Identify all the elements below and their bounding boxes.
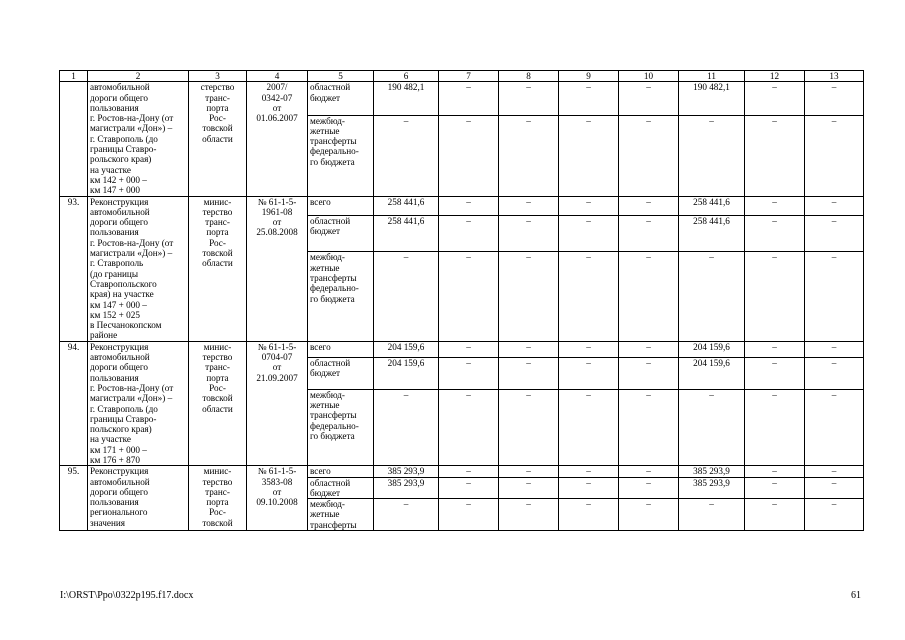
amount-cell: – bbox=[745, 196, 805, 215]
funding-source bbox=[308, 82, 374, 115]
amount-cell: – bbox=[745, 215, 805, 252]
amount-cell: – bbox=[619, 115, 679, 196]
item-number bbox=[60, 341, 88, 466]
customer bbox=[189, 341, 247, 466]
document-ref-text: 2007/ 0342-07 от 01.06.2007 bbox=[256, 82, 298, 124]
amount-cell: – bbox=[805, 82, 864, 115]
amount-cell: 190 482,1 bbox=[374, 82, 439, 115]
object-name-text: Реконструкция автомобильной дороги общего пользования г. Ростов-на-Дону (от магистрали «Дон») – г. Ставрополь (до границы Ставро- польского края) на участке км 171 + 000 – км 176 + 870 bbox=[90, 341, 174, 465]
amount-cell: – bbox=[805, 358, 864, 390]
object-name bbox=[88, 341, 189, 466]
amount-cell: – bbox=[805, 477, 864, 499]
funding-source-text: всего bbox=[310, 466, 331, 477]
funding-source-text: областной бюджет bbox=[310, 215, 351, 237]
amount-cell: – bbox=[499, 477, 559, 499]
funding-source bbox=[308, 252, 374, 341]
amount-cell: – bbox=[499, 196, 559, 215]
amount-cell: – bbox=[374, 115, 439, 196]
amount-cell: – bbox=[619, 358, 679, 390]
amount-cell: 204 159,6 bbox=[679, 341, 745, 357]
amount-cell: – bbox=[439, 389, 499, 466]
amount-cell: – bbox=[559, 341, 619, 357]
amount-cell: – bbox=[559, 466, 619, 477]
column-number: 1 bbox=[60, 71, 88, 82]
amount-cell: – bbox=[374, 389, 439, 466]
amount-cell: – bbox=[559, 82, 619, 115]
amount-cell: – bbox=[805, 215, 864, 252]
object-name bbox=[88, 466, 189, 531]
amount-cell: – bbox=[559, 196, 619, 215]
customer-text: минис- терство транс- порта Рос- товской области bbox=[202, 196, 233, 269]
column-number: 10 bbox=[619, 71, 679, 82]
amount-cell: – bbox=[745, 115, 805, 196]
funding-source bbox=[308, 215, 374, 252]
customer-text: минис- терство транс- порта Рос- товской bbox=[202, 466, 233, 528]
amount-cell: – bbox=[499, 389, 559, 466]
amount-cell: – bbox=[619, 499, 679, 531]
item-number bbox=[60, 196, 88, 341]
column-number: 7 bbox=[439, 71, 499, 82]
amount-cell: – bbox=[679, 389, 745, 466]
amount-cell: 190 482,1 bbox=[679, 82, 745, 115]
document-ref-text: № 61-1-5- 3583-08 от 09.10.2008 bbox=[256, 466, 298, 508]
table-body bbox=[60, 82, 864, 531]
amount-cell: – bbox=[805, 115, 864, 196]
customer bbox=[189, 196, 247, 341]
funding-source-text: межбюд- жетные трансферты федерально- го бюджета bbox=[310, 115, 359, 167]
document-ref bbox=[247, 196, 308, 341]
amount-cell: – bbox=[619, 389, 679, 466]
funding-source-text: областной бюджет bbox=[310, 477, 351, 498]
item-number-text: 95. bbox=[67, 466, 80, 477]
amount-cell: – bbox=[805, 196, 864, 215]
amount-cell: – bbox=[745, 358, 805, 390]
customer bbox=[189, 82, 247, 196]
amount-cell: 385 293,9 bbox=[374, 466, 439, 477]
amount-cell: – bbox=[374, 252, 439, 341]
amount-cell: – bbox=[559, 477, 619, 499]
funding-source bbox=[308, 389, 374, 466]
amount-cell: – bbox=[499, 82, 559, 115]
amount-cell: – bbox=[439, 215, 499, 252]
table-row bbox=[60, 341, 864, 357]
funding-source-text: областной бюджет bbox=[310, 82, 351, 103]
amount-cell: – bbox=[619, 341, 679, 357]
table-row bbox=[60, 196, 864, 215]
amount-cell: – bbox=[439, 499, 499, 531]
amount-cell: – bbox=[745, 499, 805, 531]
column-number: 9 bbox=[559, 71, 619, 82]
amount-cell: – bbox=[439, 196, 499, 215]
page-number: 61 bbox=[851, 590, 861, 601]
amount-cell: 204 159,6 bbox=[679, 358, 745, 390]
budget-table bbox=[59, 70, 864, 531]
object-name bbox=[88, 82, 189, 196]
column-number: 12 bbox=[745, 71, 805, 82]
amount-cell: – bbox=[559, 358, 619, 390]
funding-source bbox=[308, 341, 374, 357]
amount-cell: – bbox=[439, 466, 499, 477]
amount-cell: 258 441,6 bbox=[374, 196, 439, 215]
amount-cell: – bbox=[745, 252, 805, 341]
amount-cell: 258 441,6 bbox=[374, 215, 439, 252]
funding-source-text: межбюд- жетные трансферты федерально- го бюджета bbox=[310, 252, 359, 304]
item-number-text: 94. bbox=[67, 341, 80, 352]
amount-cell: – bbox=[805, 499, 864, 531]
amount-cell: 385 293,9 bbox=[374, 477, 439, 499]
amount-cell: – bbox=[439, 82, 499, 115]
amount-cell: – bbox=[374, 499, 439, 531]
amount-cell: – bbox=[619, 466, 679, 477]
object-name bbox=[88, 196, 189, 341]
amount-cell: – bbox=[745, 389, 805, 466]
document-ref bbox=[247, 466, 308, 531]
customer-text: стерство транс- порта Рос- товской области bbox=[200, 82, 235, 144]
amount-cell: – bbox=[679, 252, 745, 341]
column-number: 11 bbox=[679, 71, 745, 82]
amount-cell: 204 159,6 bbox=[374, 358, 439, 390]
funding-source bbox=[308, 115, 374, 196]
column-number: 2 bbox=[88, 71, 189, 82]
amount-cell: – bbox=[805, 341, 864, 357]
table-row bbox=[60, 82, 864, 115]
funding-source bbox=[308, 358, 374, 390]
amount-cell: – bbox=[679, 115, 745, 196]
column-number: 4 bbox=[247, 71, 308, 82]
document-ref-text: № 61-1-5- 0704-07 от 21.09.2007 bbox=[256, 341, 298, 383]
amount-cell: – bbox=[559, 389, 619, 466]
document-ref bbox=[247, 341, 308, 466]
object-name-text: Реконструкция автомобильной дороги общего пользования г. Ростов-на-Дону (от магистрали «Дон») – г. Ставрополь (до границы Ставропольского края) на участке км 147 + 000 – км 152 + 025 в Песчанокопском районе bbox=[90, 196, 174, 341]
amount-cell: 258 441,6 bbox=[679, 196, 745, 215]
amount-cell: – bbox=[559, 115, 619, 196]
amount-cell: – bbox=[619, 196, 679, 215]
amount-cell: – bbox=[499, 466, 559, 477]
column-number: 3 bbox=[189, 71, 247, 82]
item-number bbox=[60, 466, 88, 531]
amount-cell: – bbox=[499, 499, 559, 531]
funding-source-text: межбюд- жетные трансферты bbox=[310, 499, 357, 530]
amount-cell: – bbox=[559, 215, 619, 252]
funding-source-text: областной бюджет bbox=[310, 358, 351, 379]
funding-source-text: всего bbox=[310, 196, 331, 207]
amount-cell: – bbox=[439, 115, 499, 196]
item-number bbox=[60, 82, 88, 196]
column-number: 5 bbox=[308, 71, 374, 82]
amount-cell: – bbox=[559, 252, 619, 341]
amount-cell: – bbox=[805, 466, 864, 477]
amount-cell: – bbox=[805, 252, 864, 341]
funding-source-text: всего bbox=[310, 341, 331, 352]
amount-cell: – bbox=[499, 341, 559, 357]
amount-cell: 258 441,6 bbox=[679, 215, 745, 252]
customer bbox=[189, 466, 247, 531]
funding-source bbox=[308, 466, 374, 477]
item-number-text: 93. bbox=[67, 196, 80, 207]
amount-cell: – bbox=[499, 215, 559, 252]
object-name-text: автомобильной дороги общего пользования г. Ростов-на-Дону (от магистрали «Дон») – г. Ставрополь (до границы Ставро- pольского края) на участке км 142 + 000 – км 147 + 000 bbox=[90, 82, 174, 196]
amount-cell: 385 293,9 bbox=[679, 477, 745, 499]
amount-cell: – bbox=[679, 499, 745, 531]
amount-cell: – bbox=[619, 477, 679, 499]
document-ref bbox=[247, 82, 308, 196]
funding-source bbox=[308, 499, 374, 531]
amount-cell: – bbox=[745, 82, 805, 115]
column-number: 13 bbox=[805, 71, 864, 82]
column-number: 6 bbox=[374, 71, 439, 82]
amount-cell: – bbox=[745, 466, 805, 477]
amount-cell: – bbox=[619, 215, 679, 252]
amount-cell: – bbox=[439, 477, 499, 499]
amount-cell: – bbox=[745, 477, 805, 499]
amount-cell: – bbox=[499, 358, 559, 390]
object-name-text: Реконструкция автомобильной дороги общего пользования регионального значения bbox=[90, 466, 150, 528]
funding-source bbox=[308, 477, 374, 499]
file-path: I:\ORST\Ppo\0322p195.f17.docx bbox=[60, 590, 194, 601]
amount-cell: – bbox=[805, 389, 864, 466]
column-number-row bbox=[60, 71, 864, 82]
table-row bbox=[60, 466, 864, 477]
amount-cell: – bbox=[439, 252, 499, 341]
amount-cell: – bbox=[439, 341, 499, 357]
amount-cell: – bbox=[745, 341, 805, 357]
document-ref-text: № 61-1-5- 1961-08 от 25.08.2008 bbox=[256, 196, 298, 238]
customer-text: минис- терство транс- порта Рос- товской области bbox=[202, 341, 233, 414]
amount-cell: – bbox=[439, 358, 499, 390]
amount-cell: – bbox=[619, 252, 679, 341]
amount-cell: – bbox=[559, 499, 619, 531]
funding-source-text: межбюд- жетные трансферты федерально- го бюджета bbox=[310, 389, 359, 441]
amount-cell: – bbox=[499, 115, 559, 196]
funding-source bbox=[308, 196, 374, 215]
amount-cell: – bbox=[619, 82, 679, 115]
amount-cell: – bbox=[499, 252, 559, 341]
amount-cell: 385 293,9 bbox=[679, 466, 745, 477]
amount-cell: 204 159,6 bbox=[374, 341, 439, 357]
column-number: 8 bbox=[499, 71, 559, 82]
